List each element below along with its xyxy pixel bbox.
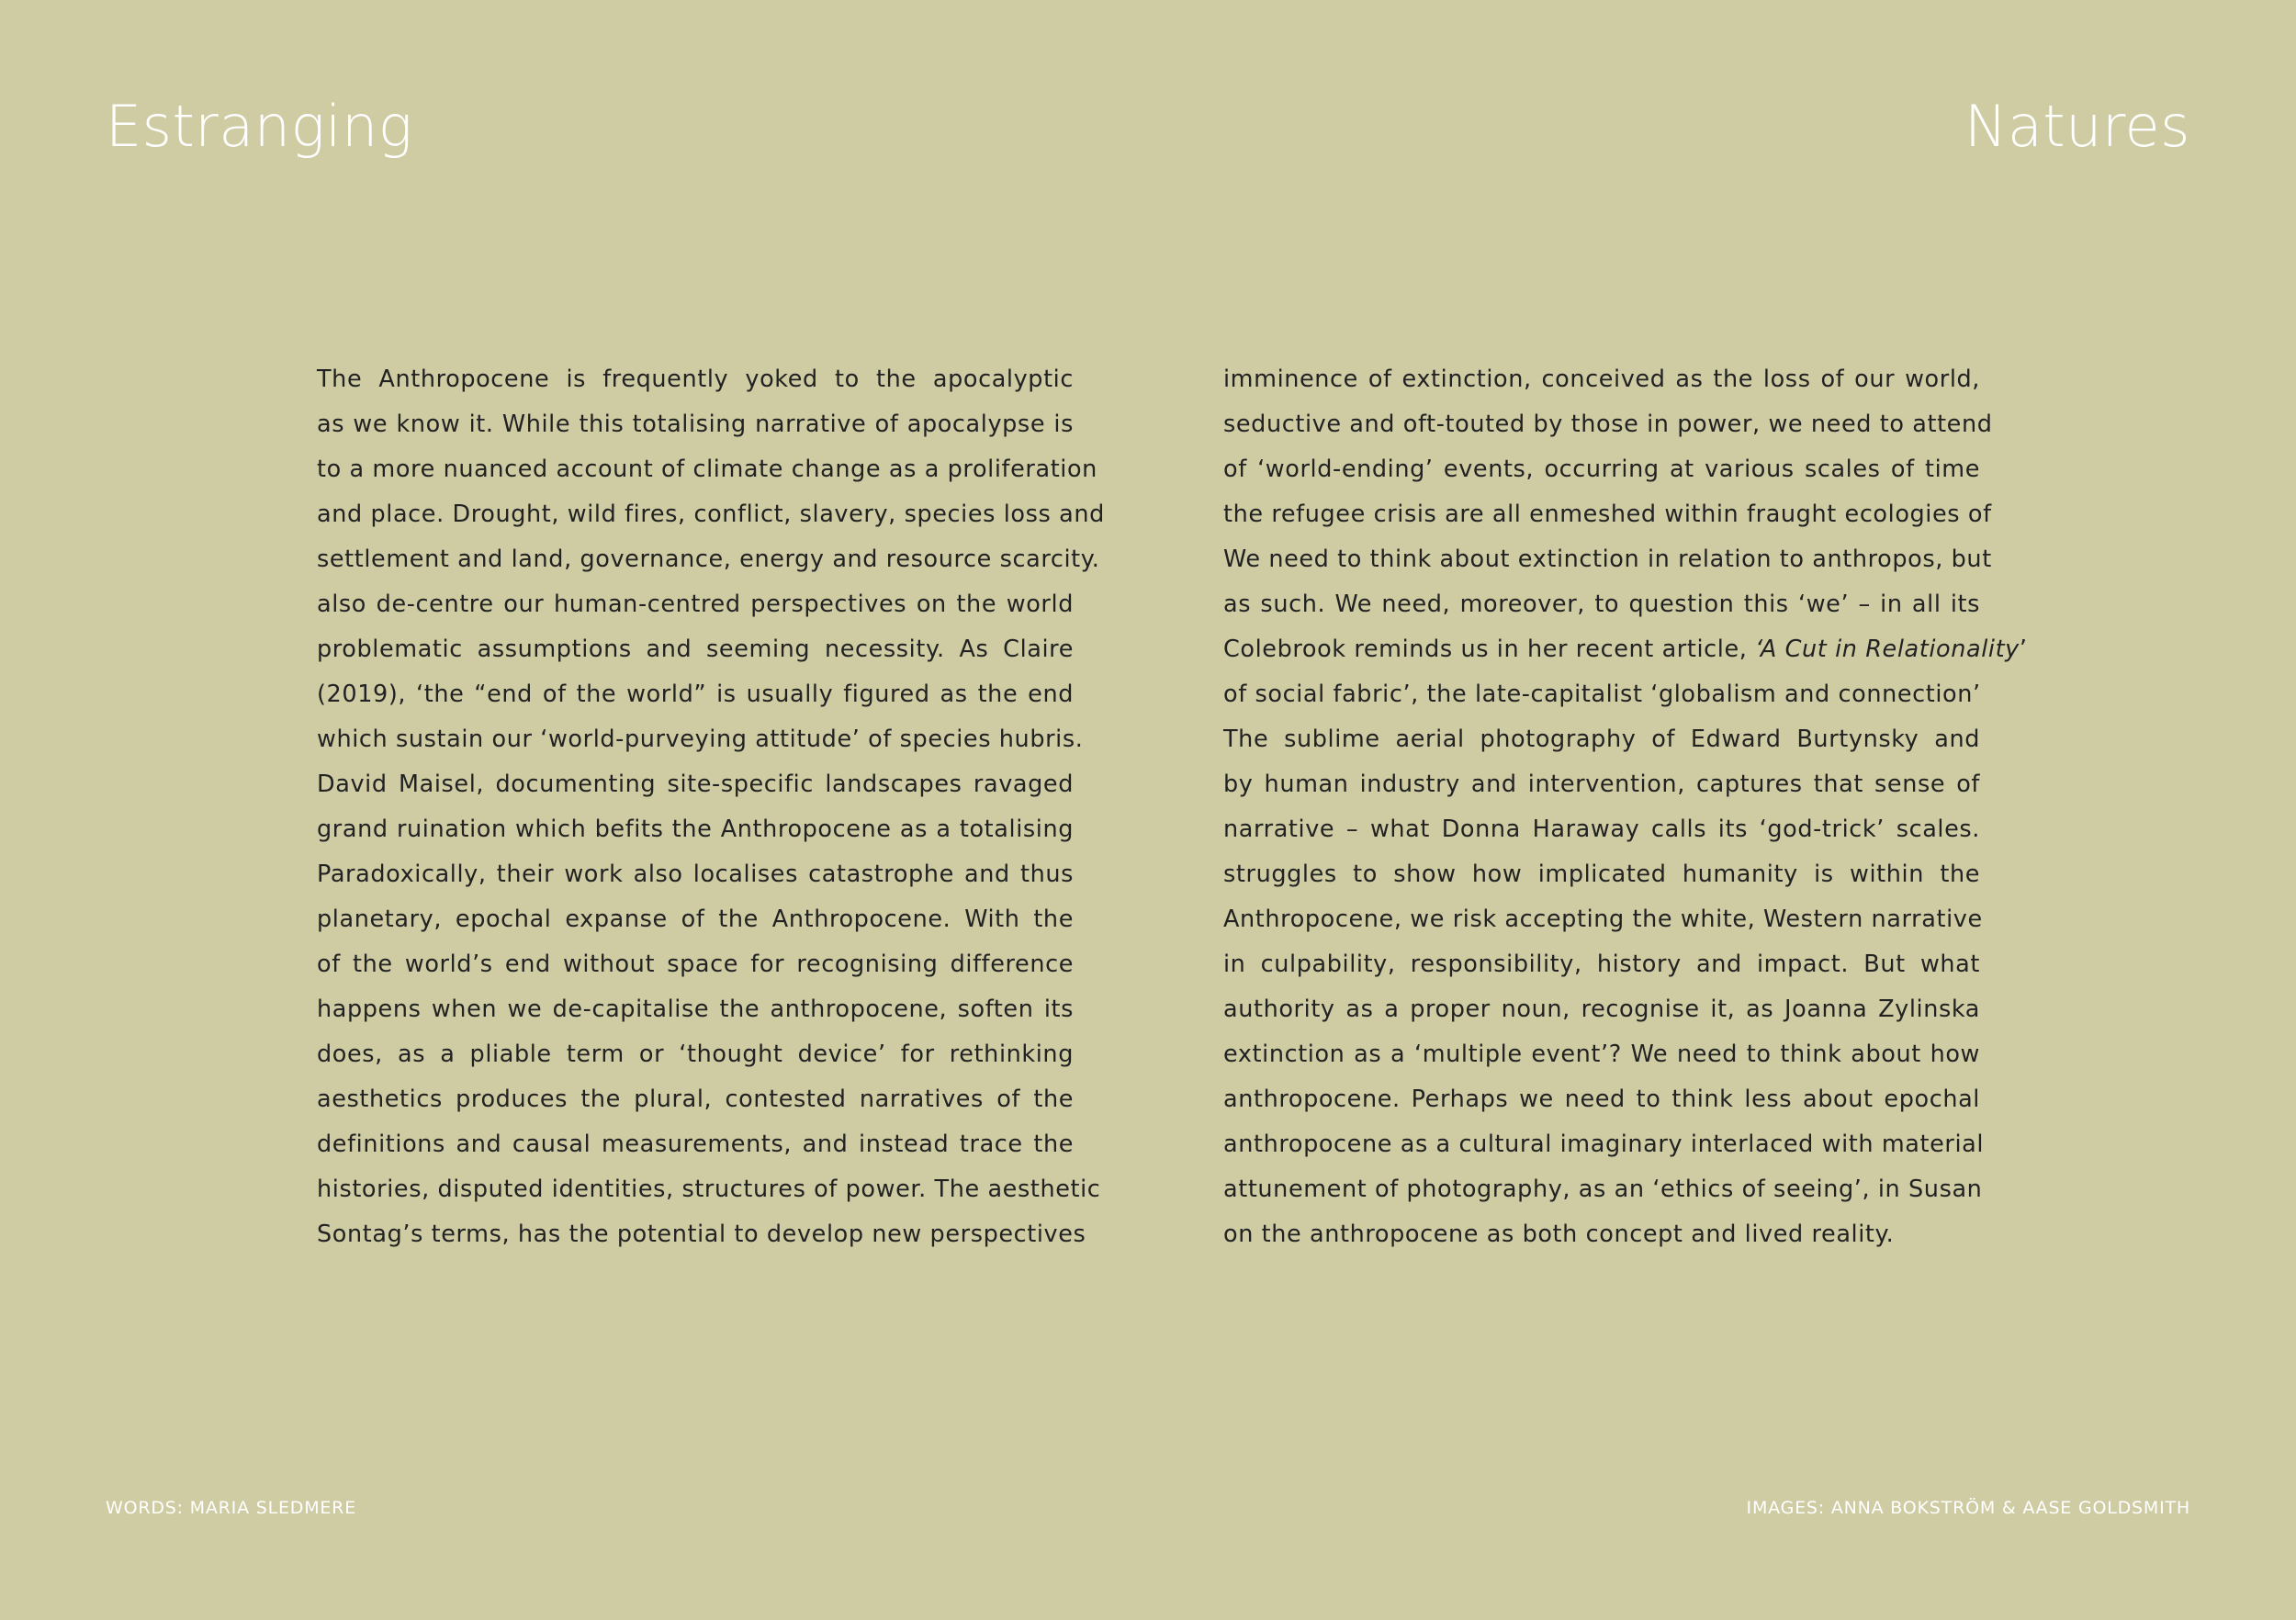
words-credit: WORDS: MARIA SLEDMERE: [106, 1498, 356, 1518]
text-line: anthropocene. Perhaps we need to think less about epochal: [1223, 1086, 1980, 1113]
text-line: the refugee crisis are all enmeshed within fraught ecologies of: [1223, 501, 1992, 528]
text-line: planetary, epochal expanse of the Anthropocene. With the: [317, 906, 1074, 933]
text-line: authority as a proper noun, recognise it, as Joanna Zylinska: [1223, 996, 1980, 1023]
images-credit: IMAGES: ANNA BOKSTRÖM & AASE GOLDSMITH: [1746, 1498, 2190, 1518]
text-line: seductive and oft-touted by those in power, we need to attend: [1223, 411, 1993, 438]
text-line: grand ruination which befits the Anthropocene as a totalising: [317, 816, 1074, 843]
text-line: We need to think about extinction in relation to anthropos, but: [1223, 546, 1992, 573]
text-line: (2019), ‘the “end of the world” is usually figured as the end: [317, 681, 1074, 708]
text-fragment: ’: [2019, 636, 2028, 663]
text-line: by human industry and intervention, captures that sense of: [1223, 771, 1980, 798]
text-line: anthropocene as a cultural imaginary interlaced with material: [1223, 1131, 1985, 1158]
text-line: The sublime aerial photography of Edward Burtynsky and: [1223, 726, 1980, 753]
text-line: Sontag’s terms, has the potential to develop new perspectives: [317, 1221, 1086, 1248]
text-line: of ‘world-ending’ events, occurring at various scales of time: [1223, 456, 1980, 483]
text-line: Paradoxically, their work also localises catastrophe and thus: [317, 861, 1074, 888]
text-line: extinction as a ‘multiple event’? We need to think about how: [1223, 1041, 1980, 1068]
text-fragment: Colebrook reminds us in her recent article,: [1223, 636, 1756, 663]
text-line: happens when we de-capitalise the anthropocene, soften its: [317, 996, 1074, 1023]
text-line: of social fabric’, the late-capitalist ‘globalism and connection’: [1223, 681, 1981, 708]
text-line: as such. We need, moreover, to question this ‘we’ – in all its: [1223, 591, 1980, 618]
text-line: aesthetics produces the plural, contested narratives of the: [317, 1086, 1074, 1113]
text-line: David Maisel, documenting site-specific landscapes ravaged: [317, 771, 1074, 798]
text-line: struggles to show how implicated humanity is within the: [1223, 861, 1980, 888]
text-column-left: [317, 357, 1105, 1257]
page-title-left: Estranging: [106, 93, 413, 160]
text-line-with-article-title: [1223, 627, 2028, 672]
text-line: does, as a pliable term or ‘thought device’ for rethinking: [317, 1041, 1074, 1068]
text-line: problematic assumptions and seeming necessity. As Claire: [317, 636, 1074, 663]
text-line: in culpability, responsibility, history and impact. But what: [1223, 951, 1980, 978]
text-line: attunement of photography, as an ‘ethics of seeing’, in Susan: [1223, 1176, 1983, 1203]
article-title: ‘A Cut in Relationality: [1755, 636, 2020, 663]
text-line: also de-centre our human-centred perspectives on the world: [317, 591, 1074, 618]
text-line: to a more nuanced account of climate change as a proliferation: [317, 456, 1097, 483]
text-line: of the world’s end without space for recognising difference: [317, 951, 1074, 978]
text-column-right: [1223, 357, 2028, 1257]
text-line: definitions and causal measurements, and instead trace the: [317, 1131, 1074, 1158]
text-line: which sustain our ‘world-purveying attitude’ of species hubris.: [317, 726, 1084, 753]
text-line: imminence of extinction, conceived as the loss of our world,: [1223, 366, 1980, 393]
text-line: settlement and land, governance, energy and resource scarcity.: [317, 546, 1100, 573]
text-line: and place. Drought, wild fires, conflict, slavery, species loss and: [317, 501, 1105, 528]
page-title-right: Natures: [1964, 93, 2190, 160]
text-line: Anthropocene, we risk accepting the white, Western narrative: [1223, 906, 1983, 933]
text-line: histories, disputed identities, structures of power. The aesthetic: [317, 1176, 1101, 1203]
text-line: on the anthropocene as both concept and lived reality.: [1223, 1221, 1895, 1248]
text-line: narrative – what Donna Haraway calls its ‘god-trick’ scales.: [1223, 816, 1980, 843]
text-line: as we know it. While this totalising narrative of apocalypse is: [317, 411, 1074, 438]
text-line: The Anthropocene is frequently yoked to the apocalyptic: [317, 366, 1074, 393]
